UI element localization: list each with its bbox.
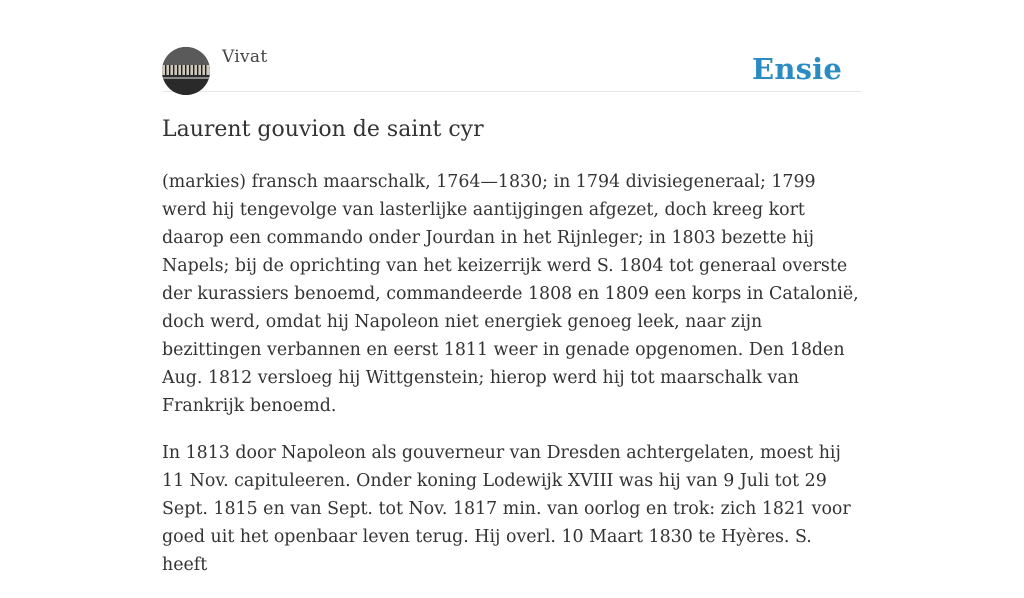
typewriter-avatar-icon — [162, 47, 210, 95]
article-title: Laurent gouvion de saint cyr — [162, 117, 484, 142]
author-name[interactable]: Vivat — [222, 47, 268, 67]
page-header — [162, 0, 862, 92]
article-page — [162, 0, 862, 575]
author-avatar[interactable] — [162, 47, 210, 95]
article-paragraph: (markies) fransch maarschalk, 1764—1830; in 1794 divisiegeneraal; 1799 werd hij tengevolge van lasterlijke aantijgingen afgezet, doch kreeg kort daarop een commando onder Jourdan in het Rijnleger; in 1803 bezette hij Napels; bij de oprichting van het keizerrijk werd S. 1804 tot generaal overste der kurassiers benoemd, commandeerde 1808 en 1809 een korps in Catalonië, doch werd, omdat hij Napoleon niet energiek genoeg leek, naar zijn bezittingen verbannen en eerst 1811 weer in genade opgenomen. Den 18den Aug. 1812 versloeg hij Wittgenstein; hierop werd hij tot maarschalk van Frankrijk benoemd. — [162, 172, 859, 416]
article-paragraph: In 1813 door Napoleon als gouverneur van Dresden achtergelaten, moest hij 11 Nov. capituleeren. Onder koning Lodewijk XVIII was hij van 9 Juli tot 29 Sept. 1815 en van Sept. tot Nov. 1817 min. van oorlog en trok: zich 1821 voor goed uit het openbaar leven terug. Hij overl. 10 Maart 1830 te Hyères. S. heeft — [162, 443, 851, 575]
article-body — [162, 168, 862, 598]
site-logo[interactable]: Ensie — [752, 52, 842, 86]
